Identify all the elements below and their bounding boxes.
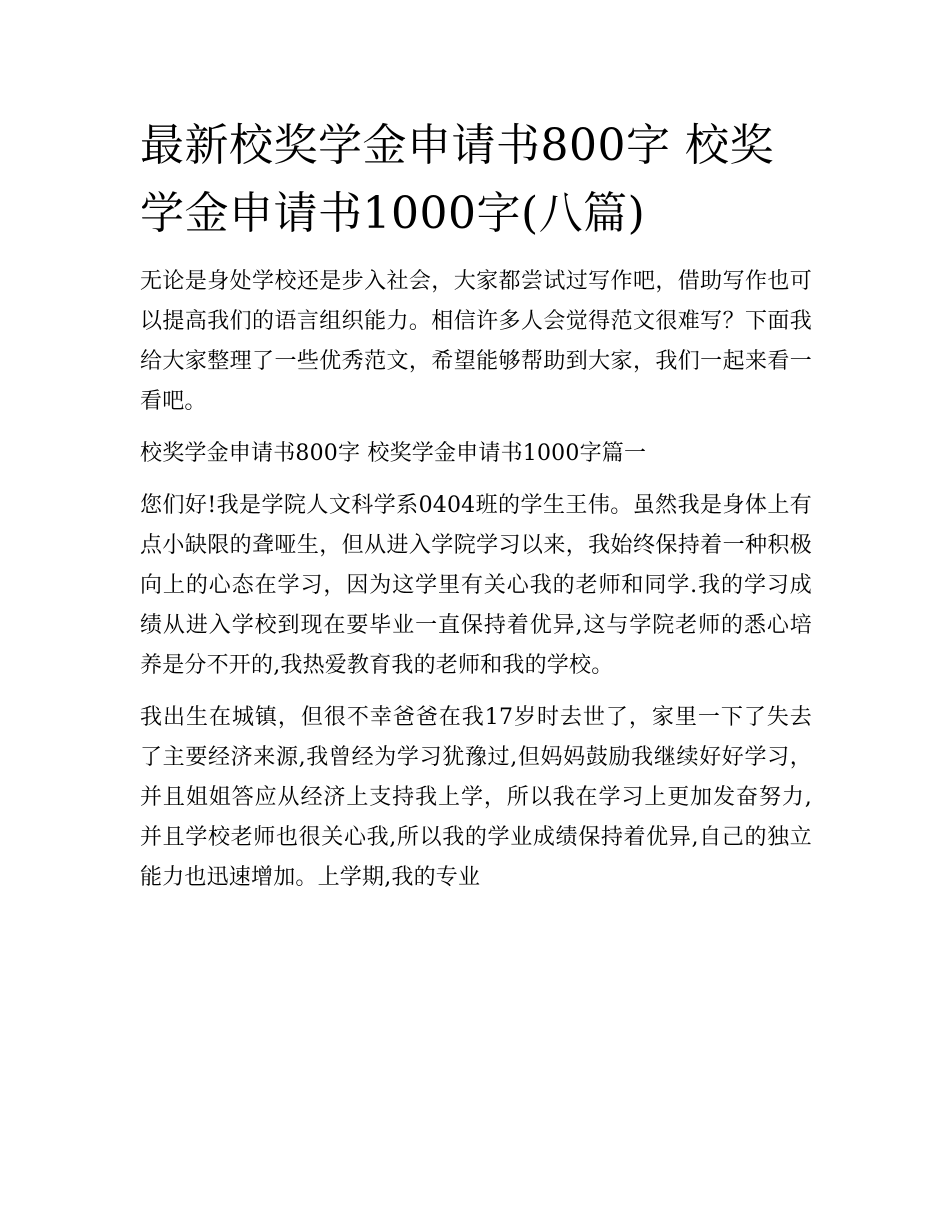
- body-paragraph-1: 您们好!我是学院人文科学系0404班的学生王伟。虽然我是身体上有点小缺限的聋哑生，但从进入学院学习以来，我始终保持着一种积极向上的心态在学习，因为这学里有关心我的老师和同学.我的学习成绩从进入学校到现在要毕业一直保持着优异,这与学院老师的悉心培养是分不开的,我热爱教育我的老师和我的学校。: [140, 493, 812, 678]
- section-heading: 校奖学金申请书800字 校奖学金申请书1000字篇一: [140, 441, 647, 466]
- document-title: 最新校奖学金申请书800字 校奖学金申请书1000字(八篇): [140, 120, 774, 239]
- document-body: [140, 112, 812, 898]
- body-paragraph-2: 我出生在城镇，但很不幸爸爸在我17岁时去世了，家里一下了失去了主要经济来源,我曾经为学习犹豫过,但妈妈鼓励我继续好好学习，并且姐姐答应从经济上支持我上学，所以我在学习上更加发奋努力,并且学校老师也很关心我,所以我的学业成绩保持着优异,自己的独立能力也迅速增加。上学期,我的专业: [140, 705, 812, 890]
- intro-paragraph: 无论是身处学校还是步入社会，大家都尝试过写作吧，借助写作也可以提高我们的语言组织能力。相信许多人会觉得范文很难写？下面我给大家整理了一些优秀范文，希望能够帮助到大家，我们一起来看一看吧。: [140, 269, 812, 414]
